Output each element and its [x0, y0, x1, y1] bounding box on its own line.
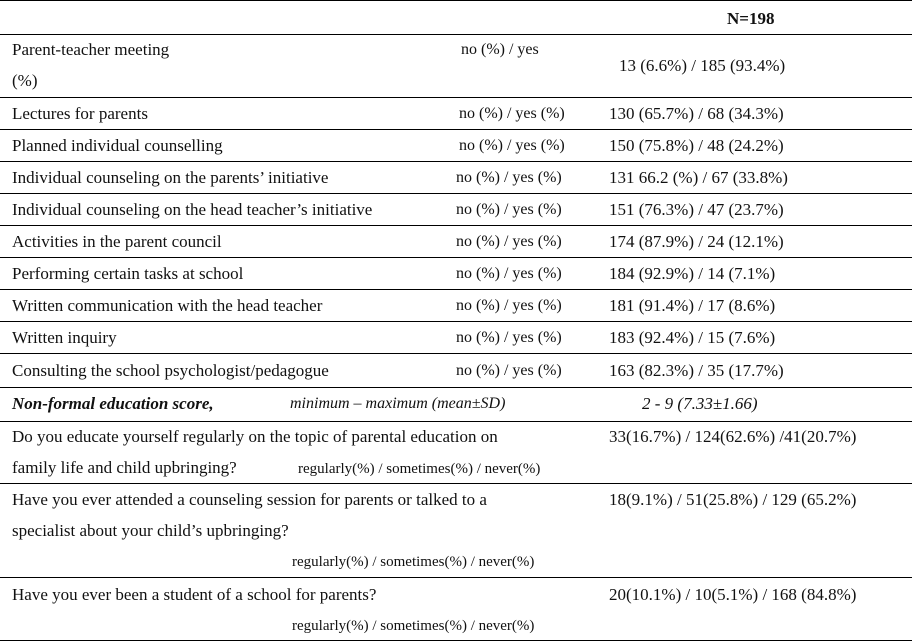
row-label: Activities in the parent council [12, 232, 222, 251]
table-row [0, 194, 912, 226]
row-value: 163 (82.3%) / 35 (17.7%) [609, 361, 784, 380]
row-value: 183 (92.4%) / 15 (7.6%) [609, 328, 776, 347]
question-unit: regularly(%) / sometimes(%) / never(%) [292, 618, 535, 634]
row-value: 131 66.2 (%) / 67 (33.8%) [609, 168, 788, 187]
row-unit: no (%) / yes (%) [456, 169, 562, 186]
question-row [0, 484, 912, 578]
row-label-continued: (%) [12, 71, 38, 90]
score-row [0, 388, 912, 422]
table-row [0, 226, 912, 258]
row-value: 150 (75.8%) / 48 (24.2%) [609, 136, 784, 155]
question-value: 33(16.7%) / 124(62.6%) /41(20.7%) [609, 427, 857, 446]
row-label: Lectures for parents [12, 104, 148, 123]
row-value: 181 (91.4%) / 17 (8.6%) [609, 296, 776, 315]
table-row [0, 322, 912, 354]
question-value: 18(9.1%) / 51(25.8%) / 129 (65.2%) [609, 490, 857, 509]
row-label: Consulting the school psychologist/pedagogue [12, 361, 329, 380]
row-label: Individual counseling on the head teacher’s initiative [12, 200, 373, 219]
score-label: Non-formal education score, [12, 394, 214, 413]
table-row [0, 290, 912, 322]
row-label: Written communication with the head teacher [12, 296, 323, 315]
row-label: Written inquiry [12, 328, 117, 347]
question-text: Do you educate yourself regularly on the topic of parental education on [12, 427, 498, 446]
row-value: 151 (76.3%) / 47 (23.7%) [609, 200, 784, 219]
row-unit: no (%) / yes (%) [459, 137, 565, 154]
row-unit: no (%) / yes (%) [456, 329, 562, 346]
row-unit: no (%) / yes (%) [459, 105, 565, 122]
table-row [0, 98, 912, 130]
row-value: 13 (6.6%) / 185 (93.4%) [619, 56, 786, 75]
table-row [0, 130, 912, 162]
question-unit: regularly(%) / sometimes(%) / never(%) [298, 461, 541, 477]
table-row [0, 34, 912, 98]
table-row [0, 258, 912, 290]
row-value: 174 (87.9%) / 24 (12.1%) [609, 232, 784, 251]
question-text-continued: family life and child upbringing? [12, 458, 237, 477]
question-text: Have you ever been a student of a school for parents? [12, 585, 377, 604]
table-row [0, 162, 912, 194]
question-row [0, 578, 912, 641]
row-value: 184 (92.9%) / 14 (7.1%) [609, 264, 776, 283]
row-unit: no (%) / yes (%) [456, 362, 562, 379]
row-unit: no (%) / yes [461, 41, 539, 58]
score-value: 2 - 9 (7.33±1.66) [642, 394, 758, 413]
table-row [0, 354, 912, 388]
row-label: Performing certain tasks at school [12, 264, 244, 283]
row-label: Parent-teacher meeting [12, 40, 170, 59]
question-unit: regularly(%) / sometimes(%) / never(%) [292, 554, 535, 570]
row-label: Planned individual counselling [12, 136, 223, 155]
question-row [0, 422, 912, 484]
score-unit: minimum – maximum (mean±SD) [290, 395, 506, 412]
row-unit: no (%) / yes (%) [456, 233, 562, 250]
question-text: Have you ever attended a counseling session for parents or talked to a [12, 490, 487, 509]
question-value: 20(10.1%) / 10(5.1%) / 168 (84.8%) [609, 585, 857, 604]
row-value: 130 (65.7%) / 68 (34.3%) [609, 104, 784, 123]
row-unit: no (%) / yes (%) [456, 201, 562, 218]
n-header: N=198 [727, 9, 775, 28]
question-text-continued: specialist about your child’s upbringing? [12, 521, 289, 540]
row-unit: no (%) / yes (%) [456, 265, 562, 282]
table-header-row [0, 0, 912, 35]
row-unit: no (%) / yes (%) [456, 297, 562, 314]
row-label: Individual counseling on the parents’ initiative [12, 168, 329, 187]
